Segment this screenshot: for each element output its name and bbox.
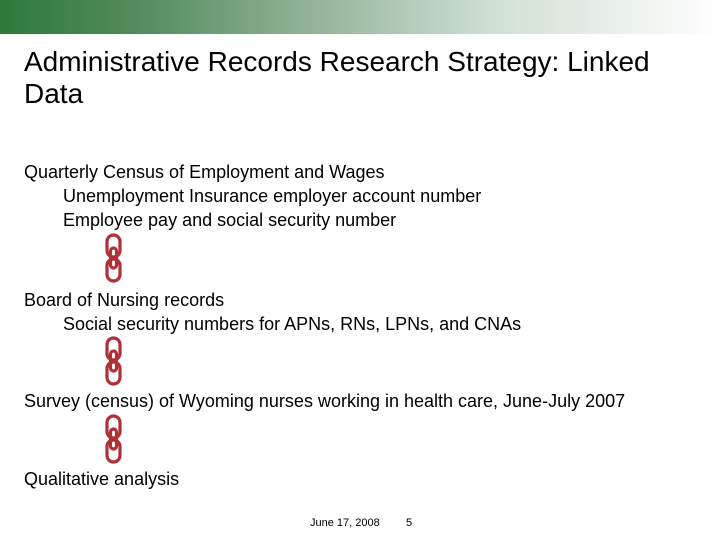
item-wyoming-survey: Survey (census) of Wyoming nurses working in health care, June-July 2007 [24,391,626,411]
item-ui-account-number: Unemployment Insurance employer account number [63,186,482,206]
item-ssn-apns: Social security numbers for APNs, RNs, LPNs, and CNAs [63,314,522,334]
item-qualitative-analysis: Qualitative analysis [24,469,180,489]
item-employee-pay-ssn: Employee pay and social security number [63,210,397,230]
chain-link-icon [101,336,127,386]
header-gradient-bar [0,0,720,34]
item-qcew: Quarterly Census of Employment and Wages [24,162,385,182]
chain-link-icon [101,414,127,464]
chain-link-icon [101,233,127,283]
slide-title: Administrative Records Research Strategy: Linked Data [24,46,650,109]
footer-page-number: 5 [406,517,413,529]
footer-date: June 17, 2008 [310,517,380,529]
item-board-of-nursing: Board of Nursing records [24,290,225,310]
